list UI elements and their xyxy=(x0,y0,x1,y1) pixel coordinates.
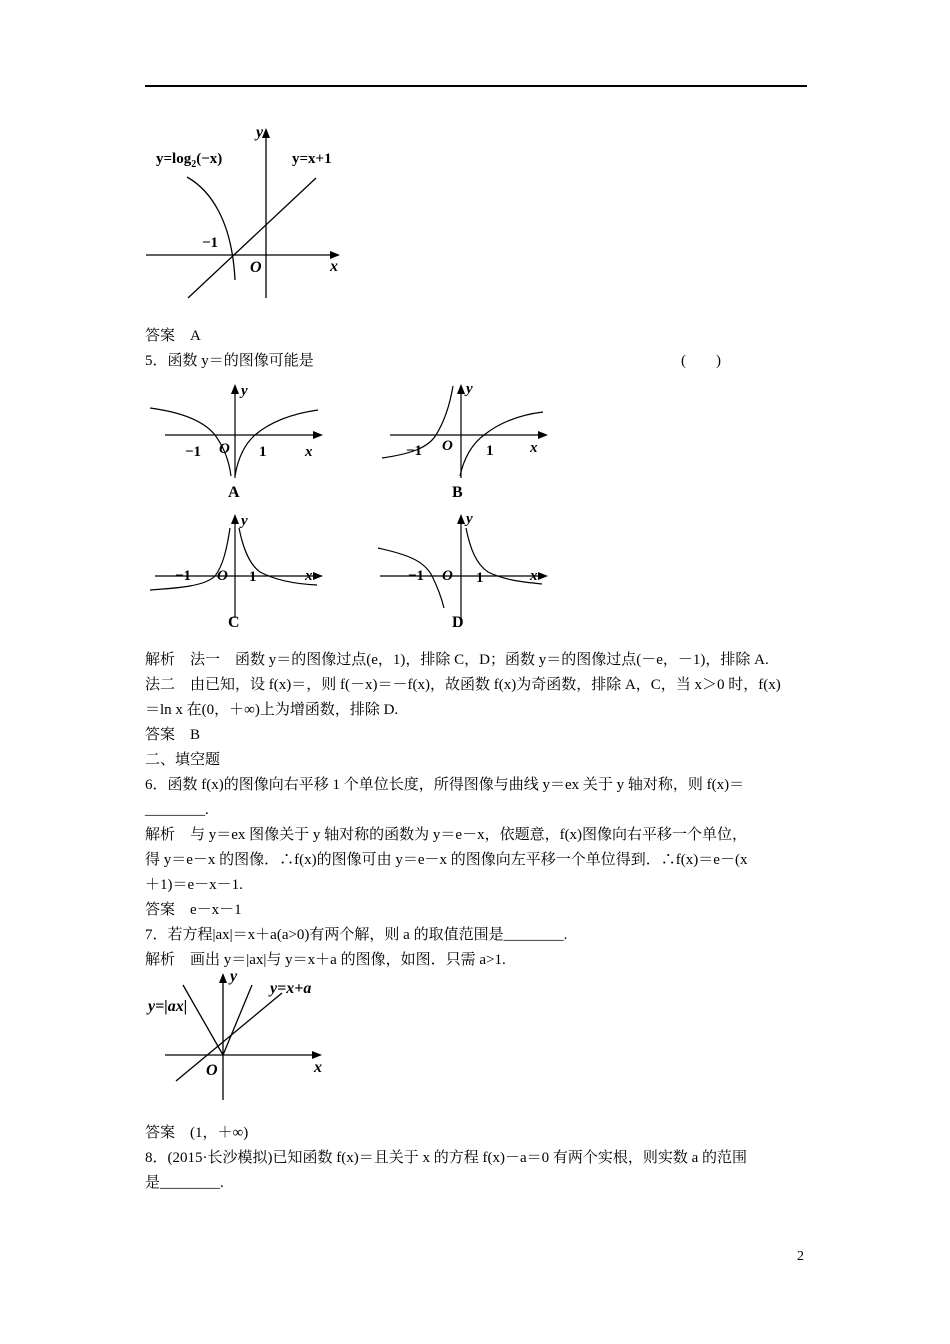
svg-text:1: 1 xyxy=(249,569,257,585)
svg-text:y: y xyxy=(466,381,473,397)
svg-text:y: y xyxy=(230,968,238,985)
page-number: 2 xyxy=(797,1249,804,1264)
svg-text:1: 1 xyxy=(259,444,267,460)
option-a-label: A xyxy=(228,484,240,501)
solution-5-line-2: 法二 由已知，设 f(x)＝，则 f(－x)＝－f(x)，故函数 f(x)为奇函数，排除 A，C，当 x＞0 时，f(x) xyxy=(145,677,781,693)
axis-y-label: y xyxy=(256,124,264,141)
question-8-line-2: 是________. xyxy=(145,1175,224,1191)
option-c-label: C xyxy=(228,614,240,631)
option-c-graph xyxy=(145,508,335,613)
figure-abs-line xyxy=(140,965,340,1105)
answer-4: 答案 A xyxy=(145,328,201,344)
section-heading: 二、填空题 xyxy=(145,752,221,768)
question-6-line-2: ________. xyxy=(145,802,209,818)
svg-text:x: x xyxy=(305,444,313,460)
svg-text:−1: −1 xyxy=(408,568,425,584)
origin-label: O xyxy=(250,259,262,276)
svg-text:x: x xyxy=(314,1059,322,1076)
label-line: y=x+1 xyxy=(292,151,332,167)
answer-5: 答案 B xyxy=(145,727,201,743)
question-8-line-1: 8．(2015·长沙模拟)已知函数 f(x)＝且关于 x 的方程 f(x)－a＝0 有两个实根，则实数 a 的范围 xyxy=(145,1150,748,1166)
svg-text:1: 1 xyxy=(486,443,494,459)
header-rule xyxy=(145,85,807,87)
label-log: $y=\log_2(-x)$ xyxy=(156,151,223,170)
svg-text:x: x xyxy=(530,440,538,456)
svg-text:O: O xyxy=(219,441,230,457)
y-axis-arrow xyxy=(262,128,270,138)
option-d-graph xyxy=(370,508,560,613)
log-curve xyxy=(187,177,235,280)
svg-text:y=|ax|: y=|ax| xyxy=(148,998,188,1015)
solution-7: 解析 画出 y＝|ax|与 y＝x＋a 的图像，如图．只需 a>1. xyxy=(145,952,506,968)
question-7: 7．若方程|ax|＝x＋a(a>0)有两个解，则 a 的取值范围是________. xyxy=(145,927,568,943)
svg-text:−1: −1 xyxy=(185,444,202,460)
tick-neg1: −1 xyxy=(202,235,219,251)
svg-text:x: x xyxy=(530,568,538,584)
solution-5-line-1: 解析 法一 函数 y＝的图像过点(e，1)，排除 C，D；函数 y＝的图像过点(－e，－1)，排除 A. xyxy=(145,652,769,668)
svg-text:O: O xyxy=(442,568,453,584)
svg-text:1: 1 xyxy=(476,570,484,586)
svg-text:−1: −1 xyxy=(175,568,192,584)
svg-text:y: y xyxy=(241,383,248,399)
option-b-graph xyxy=(370,378,560,483)
svg-text:y: y xyxy=(466,511,473,527)
answer-bracket-5: ( ) xyxy=(681,353,721,369)
option-b-label: B xyxy=(452,484,463,501)
solution-6-line-1: 解析 与 y＝ex 图像关于 y 轴对称的函数为 y＝e－x，依题意，f(x)图像向右平移一个单位， xyxy=(145,827,748,843)
svg-text:O: O xyxy=(217,568,228,584)
question-6-line-1: 6．函数 f(x)的图像向右平移 1 个单位长度，所得图像与曲线 y＝ex 关于 y 轴对称，则 f(x)＝ xyxy=(145,777,745,793)
svg-text:y=x+a: y=x+a xyxy=(270,980,312,997)
svg-text:−1: −1 xyxy=(406,443,423,459)
answer-6: 答案 e－x－1 xyxy=(145,902,242,918)
solution-6-line-3: ＋1)＝e－x－1. xyxy=(145,877,243,893)
svg-text:O: O xyxy=(206,1062,218,1079)
option-d-label: D xyxy=(452,614,464,631)
answer-7: 答案 (1，＋∞) xyxy=(145,1125,249,1141)
solution-5-line-3: ＝ln x 在(0，＋∞)上为增函数，排除 D. xyxy=(145,702,399,718)
svg-text:O: O xyxy=(442,438,453,454)
svg-text:x: x xyxy=(305,568,313,584)
option-a-graph xyxy=(145,378,335,483)
figure-log-line xyxy=(140,120,360,310)
question-5: 5．函数 y＝的图像可能是 xyxy=(145,353,314,369)
axis-x-label: x xyxy=(330,258,338,275)
svg-text:y: y xyxy=(241,513,248,529)
solution-6-line-2: 得 y＝e－x 的图像．∴f(x)的图像可由 y＝e－x 的图像向左平移一个单位得到．∴f(x)＝e－(x xyxy=(145,852,748,868)
